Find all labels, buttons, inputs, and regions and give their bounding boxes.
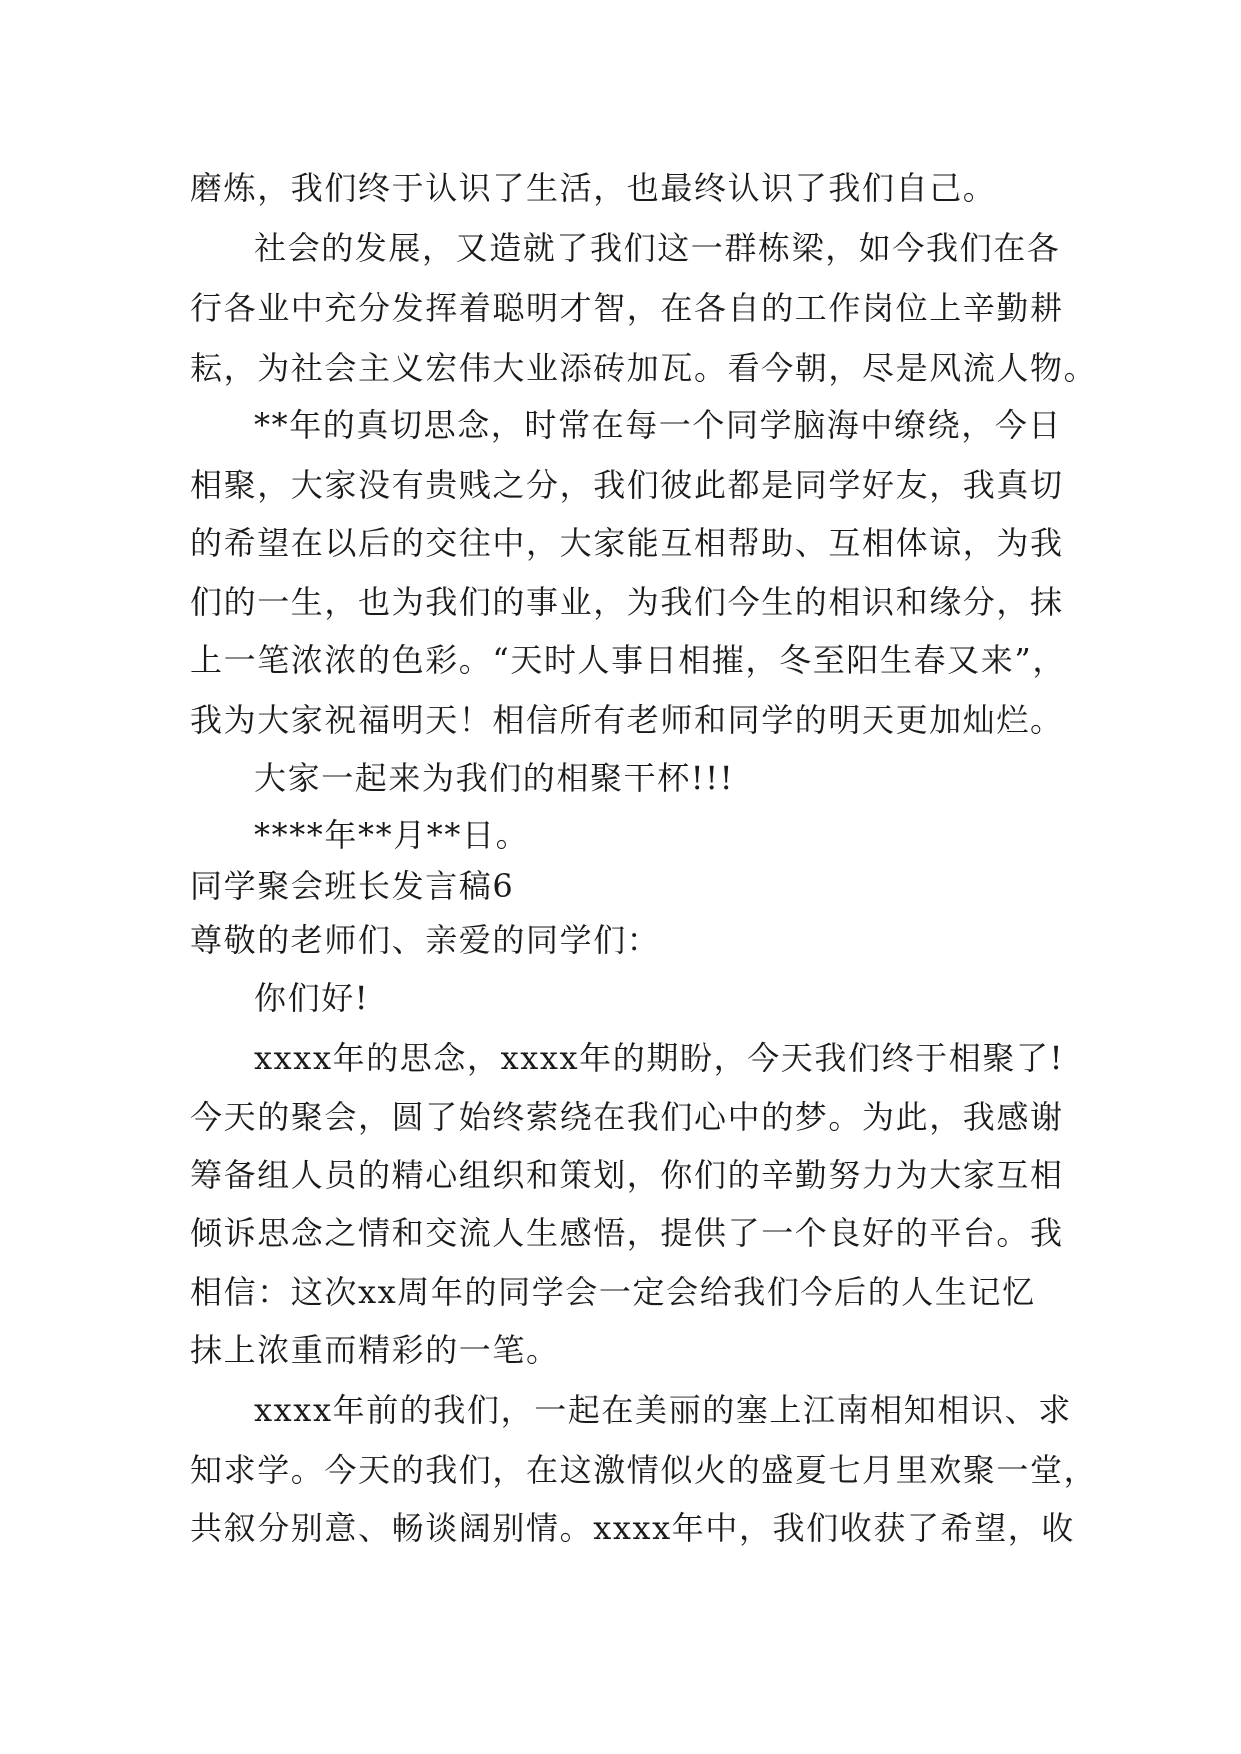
text-line: 耘，为社会主义宏伟大业添砖加瓦。看今朝，尽是风流人物。 (190, 349, 1098, 387)
text-line: 我为大家祝福明天！相信所有老师和同学的明天更加灿烂。 (190, 701, 1064, 739)
text-line: 上一笔浓浓的色彩。“天时人事日相摧，冬至阳生春又来”， (190, 641, 1066, 679)
text-line: 社会的发展，又造就了我们这一群栋梁，如今我们在各 (254, 229, 1061, 267)
text-line: 大家一起来为我们的相聚干杯!!! (254, 759, 735, 797)
text-line: 的希望在以后的交往中，大家能互相帮助、互相体谅，为我 (190, 524, 1064, 562)
salutation: 尊敬的老师们、亲爱的同学们： (190, 921, 661, 959)
text-line: 倾诉思念之情和交流人生感悟，提供了一个良好的平台。我 (190, 1214, 1064, 1252)
text-line: 抹上浓重而精彩的一笔。 (190, 1331, 560, 1369)
text-line: 磨炼，我们终于认识了生活，也最终认识了我们自己。 (190, 169, 997, 207)
text-line: 们的一生，也为我们的事业，为我们今生的相识和缘分，抹 (190, 583, 1064, 621)
text-line: 行各业中充分发挥着聪明才智，在各自的工作岗位上辛勤耕 (190, 289, 1064, 327)
text-line: 相信：这次xx周年的同学会一定会给我们今后的人生记忆 (190, 1273, 1036, 1311)
greeting: 你们好! (254, 979, 370, 1017)
text-line: 相聚，大家没有贵贱之分，我们彼此都是同学好友，我真切 (190, 466, 1064, 504)
text-line: 共叙分别意、畅谈阔别情。xxxx年中，我们收获了希望，收 (190, 1509, 1075, 1547)
date-line: ****年**月**日。 (254, 816, 530, 854)
text-line: 今天的聚会，圆了始终萦绕在我们心中的梦。为此，我感谢 (190, 1098, 1064, 1136)
text-line: 筹备组人员的精心组织和策划，你们的辛勤努力为大家互相 (190, 1156, 1064, 1194)
text-line: xxxx年前的我们，一起在美丽的塞上江南相知相识、求 (254, 1391, 1072, 1429)
text-line: xxxx年的思念，xxxx年的期盼，今天我们终于相聚了! (254, 1039, 1065, 1077)
text-line: **年的真切思念，时常在每一个同学脑海中缭绕，今日 (254, 406, 1063, 444)
section-title: 同学聚会班长发言稿6 (190, 867, 515, 905)
text-line: 知求学。今天的我们，在这激情似火的盛夏七月里欢聚一堂， (190, 1451, 1098, 1489)
